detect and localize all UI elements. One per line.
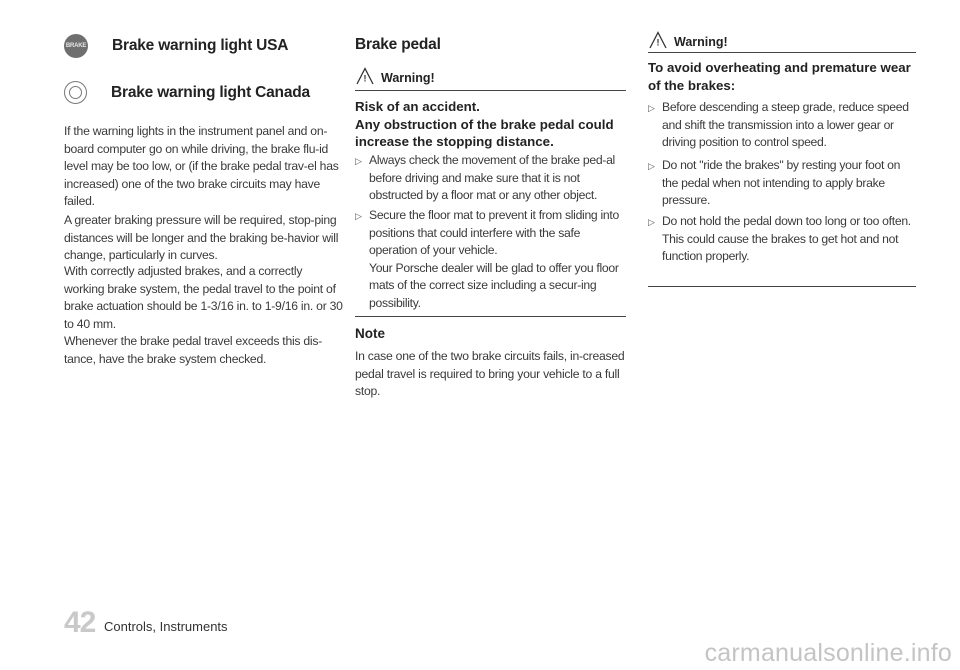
bullet-ride-brakes — [648, 157, 916, 210]
svg-text:!: ! — [656, 37, 660, 48]
bullet-triangle-icon: ▷ — [648, 103, 655, 113]
bullet-text: Before descending a steep grade, reduce speed and shift the transmission into a lower gear or driving position to control speed. — [662, 100, 909, 149]
bullet-text: Secure the floor mat to prevent it from sliding into positions that could interfere with the safe operation of your vehicle. Your Porsche dealer will be glad to offer you floor mats of the correct size including a secur-ing possibility. — [369, 208, 619, 310]
rule-warning-bottom — [355, 316, 626, 317]
warning-intro-text: To avoid overheating and premature wear of the brakes: — [648, 60, 911, 93]
warning-risk-text: Risk of an accident. Any obstruction of the brake pedal could increase the stopping distance. — [355, 99, 614, 149]
bullet-text: Do not "ride the brakes" by resting your foot on the pedal when not intending to apply brake pressure. — [662, 158, 901, 207]
bullet-check-pedal — [355, 152, 626, 205]
warning-label: Warning! — [381, 71, 435, 85]
bullet-triangle-icon: ▷ — [648, 217, 655, 227]
heading-brake-pedal: Brake pedal — [355, 36, 441, 53]
bullet-triangle-icon: ▷ — [355, 156, 362, 166]
rule-warning-bottom — [648, 286, 916, 287]
paragraph-pedal-travel: With correctly adjusted brakes, and a correctly working brake system, the pedal travel to the point of brake actuation should be 1-3/16 in. to 1-9/16 in. or 30 to 40 mm. Whenever the brake pedal travel exceeds this dis-tance, have the brake system checked. — [64, 264, 343, 366]
brake-usa-icon: BRAKE — [64, 34, 88, 58]
bullet-secure-floor-mat — [355, 207, 626, 312]
paragraph-warning-lights: If the warning lights in the instrument panel and on-board computer go on while driving, the brake flu-id level may be too low, or (if the brake pedal trav-el has increased) one of the two brake circuits may have failed. — [64, 124, 339, 208]
heading-row-usa — [64, 34, 288, 58]
watermark-logo: carmanualsonline.info — [704, 639, 952, 667]
svg-text:!: ! — [363, 73, 367, 84]
bullet-hold-pedal — [648, 213, 916, 266]
bullet-text: Always check the movement of the brake ped-al before driving and make sure that it is not obstructed by a floor mat or any other object. — [369, 153, 615, 202]
bullet-triangle-icon: ▷ — [648, 161, 655, 171]
rule-warning-top — [355, 90, 626, 91]
note-heading: Note — [355, 326, 385, 341]
bullet-triangle-icon: ▷ — [355, 211, 362, 221]
page-number: 42 — [64, 606, 96, 639]
rule-warning-top — [648, 52, 916, 53]
warning-row-overheating — [648, 31, 916, 49]
warning-label: Warning! — [674, 35, 728, 49]
heading-brake-warning-canada: Brake warning light Canada — [111, 83, 310, 101]
warning-triangle-icon — [355, 67, 375, 85]
paragraph-braking-pressure: A greater braking pressure will be required, stop-ping distances will be longer and the braking be-havior will change, particularly in curves. — [64, 213, 339, 262]
bullet-descending-grade — [648, 99, 916, 152]
heading-brake-warning-usa: Brake warning light USA — [112, 37, 289, 54]
warning-row-pedal — [355, 67, 628, 85]
note-text: In case one of the two brake circuits fails, in-creased pedal travel is required to bring your vehicle to a full stop. — [355, 349, 625, 398]
warning-triangle-icon — [648, 31, 668, 49]
bullet-text: Do not hold the pedal down too long or too often. This could cause the brakes to get hot and not function properly. — [662, 214, 911, 263]
heading-row-canada — [64, 81, 310, 104]
section-name: Controls, Instruments — [104, 619, 228, 634]
brake-canada-icon — [64, 81, 87, 104]
